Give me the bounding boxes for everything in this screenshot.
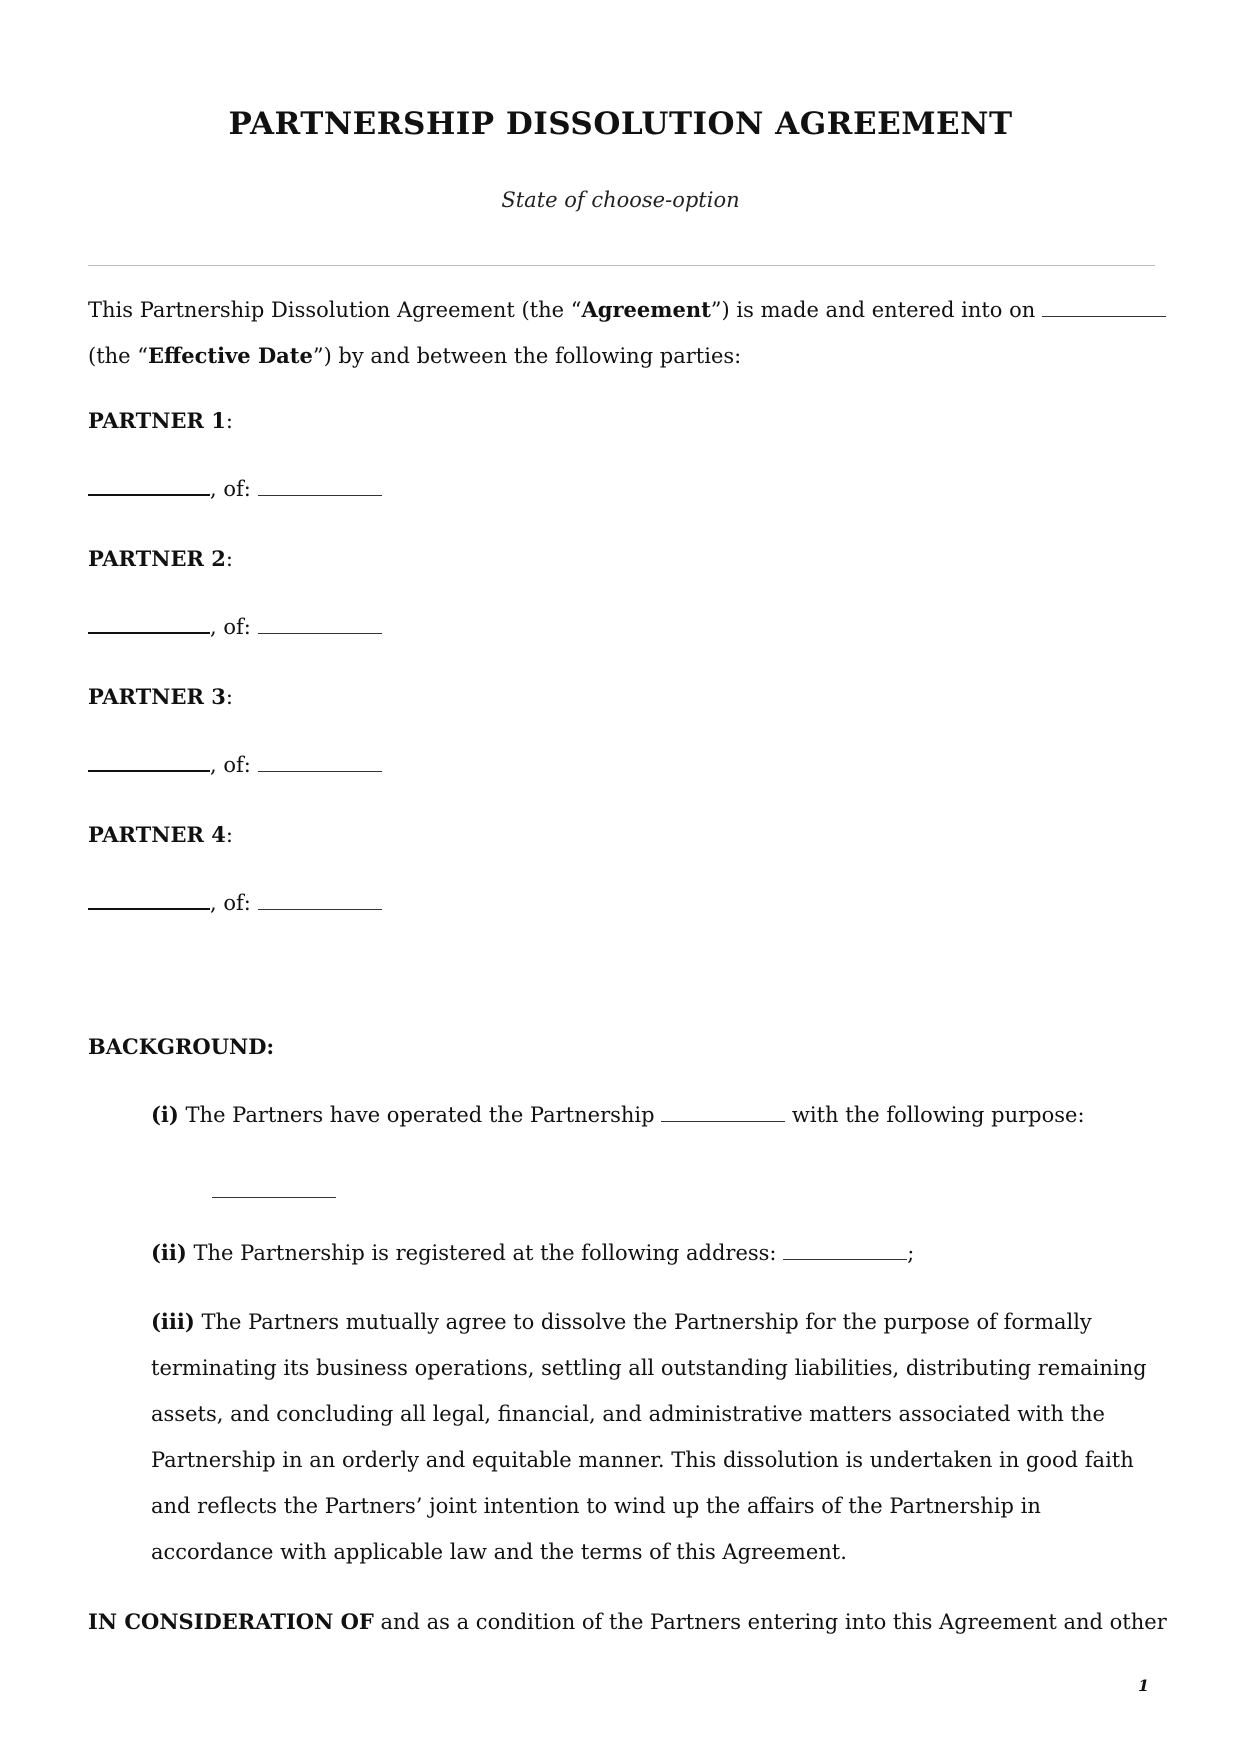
partner-4-line xyxy=(88,880,382,926)
partner-2-address-blank[interactable] xyxy=(258,615,382,634)
background-item-i xyxy=(151,1092,1085,1138)
item-ii-suffix: ; xyxy=(907,1241,915,1265)
document-title: PARTNERSHIP DISSOLUTION AGREEMENT xyxy=(228,106,1013,142)
partner-4-address-blank[interactable] xyxy=(258,891,382,910)
partner-1-address-blank[interactable] xyxy=(258,477,382,496)
partner-1-name-blank[interactable] xyxy=(88,476,210,496)
intro-text-1: This Partnership Dissolution Agreement (the “ xyxy=(88,298,582,322)
partner-4-label-text: PARTNER 4 xyxy=(88,822,226,847)
intro-text-4: ”) by and between the following parties: xyxy=(312,344,742,368)
document-subtitle: State of choose-option xyxy=(501,188,740,212)
partner-3-label xyxy=(88,674,233,720)
partner-2-of-text: , of: xyxy=(210,615,258,639)
item-ii-label: (ii) xyxy=(151,1240,187,1265)
purpose-line xyxy=(212,1168,336,1214)
background-item-iii xyxy=(151,1299,1151,1575)
partner-3-of-text: , of: xyxy=(210,753,258,777)
partner-2-colon: : xyxy=(225,547,233,571)
partner-1-colon: : xyxy=(225,409,233,433)
item-i-label: (i) xyxy=(151,1102,179,1127)
partner-2-label xyxy=(88,536,233,582)
partner-1-of-text: , of: xyxy=(210,477,258,501)
partner-4-name-blank[interactable] xyxy=(88,890,210,910)
registered-address-blank[interactable] xyxy=(783,1241,907,1260)
partner-2-label-text: PARTNER 2 xyxy=(88,546,226,571)
effective-date-term: Effective Date xyxy=(148,343,313,368)
partner-4-of-text: , of: xyxy=(210,891,258,915)
intro-text-3: (the “ xyxy=(88,344,148,368)
page-number: 1 xyxy=(1138,1676,1150,1695)
partner-3-colon: : xyxy=(225,685,233,709)
partner-2-line xyxy=(88,604,382,650)
background-heading: BACKGROUND: xyxy=(88,1034,275,1059)
partner-1-label-text: PARTNER 1 xyxy=(88,408,226,433)
purpose-blank[interactable] xyxy=(212,1179,336,1198)
partner-4-colon: : xyxy=(225,823,233,847)
partner-3-name-blank[interactable] xyxy=(88,752,210,772)
partner-3-address-blank[interactable] xyxy=(258,753,382,772)
item-iii-label: (iii) xyxy=(151,1309,195,1334)
partner-2-name-blank[interactable] xyxy=(88,614,210,634)
intro-paragraph xyxy=(88,287,1155,379)
consideration-paragraph xyxy=(88,1599,1167,1645)
header-divider xyxy=(88,265,1155,266)
partner-3-label-text: PARTNER 3 xyxy=(88,684,226,709)
partner-3-line xyxy=(88,742,382,788)
intro-text-2: ”) is made and entered into on xyxy=(710,298,1042,322)
consideration-text: and as a condition of the Partners entering into this Agreement and other xyxy=(373,1610,1167,1634)
background-item-ii xyxy=(151,1230,914,1276)
consideration-bold: IN CONSIDERATION OF xyxy=(88,1609,374,1634)
item-ii-text: The Partnership is registered at the following address: xyxy=(186,1241,784,1265)
effective-date-blank[interactable] xyxy=(1042,298,1166,317)
item-i-text-after: with the following purpose: xyxy=(785,1103,1085,1127)
item-iii-text: The Partners mutually agree to dissolve the Partnership for the purpose of formally terminating its business operations, settling all outstanding liabilities, distributing remaining assets, and concluding all legal, financial, and administrative matters associated with the Partnership in an orderly and equitable manner. This dissolution is undertaken in good faith and reflects the Partners’ joint intention to wind up the affairs of the Partnership in accordance with applicable law and the terms of this Agreement. xyxy=(151,1310,1147,1564)
partner-4-label xyxy=(88,812,233,858)
item-i-text-before: The Partners have operated the Partnership xyxy=(178,1103,662,1127)
partner-1-line xyxy=(88,466,382,512)
partnership-operated-blank[interactable] xyxy=(661,1103,785,1122)
agreement-term: Agreement xyxy=(581,297,711,322)
partner-1-label xyxy=(88,398,233,444)
